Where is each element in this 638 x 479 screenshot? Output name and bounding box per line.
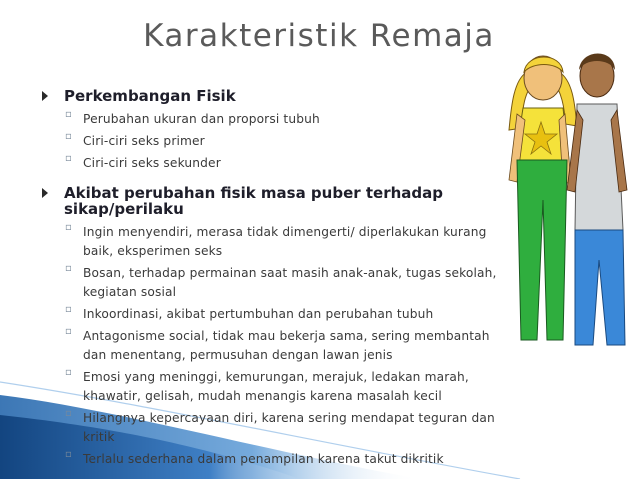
list-item: ▫ Hilangnya kepercayaan diri, karena sering mendapat teguran dan kritik	[65, 408, 495, 444]
hollow-square-bullet-icon: ▫	[65, 326, 72, 337]
list-item: ▫ Emosi yang meninggi, kemurungan, merajuk, ledakan marah, khawatir, gelisah, mudah menangis karena masalah kecil	[65, 367, 469, 403]
hollow-square-bullet-icon: ▫	[65, 449, 72, 460]
slide-content	[40, 88, 510, 470]
hollow-square-bullet-icon: ▫	[65, 367, 72, 378]
list-item: ▫ Bosan, terhadap permainan saat masih anak-anak, tugas sekolah, kegiatan sosial	[65, 263, 497, 299]
teenagers-illustration	[505, 40, 633, 350]
hollow-square-bullet-icon: ▫	[65, 109, 72, 120]
slide-title: Karakteristik Remaja	[143, 18, 495, 54]
list-item: ▫ Ingin menyendiri, merasa tidak dimengerti/ diperlakukan kurang baik, eksperimen seks	[65, 222, 487, 258]
list-item: ▫ Ciri-ciri seks sekunder	[65, 153, 221, 170]
hollow-square-bullet-icon: ▫	[65, 304, 72, 315]
list-item: ▫ Terlalu sederhana dalam penampilan karena takut dikritik	[65, 449, 444, 466]
section-heading	[40, 88, 510, 104]
section-heading-text: Perkembangan Fisik	[64, 87, 236, 105]
hollow-square-bullet-icon: ▫	[65, 222, 72, 233]
section-heading	[40, 185, 510, 217]
list-item: ▫ Perubahan ukuran dan proporsi tubuh	[65, 109, 320, 126]
bullet-list	[40, 221, 510, 467]
bullet-list	[40, 108, 510, 171]
hollow-square-bullet-icon: ▫	[65, 153, 72, 164]
hollow-square-bullet-icon: ▫	[65, 263, 72, 274]
hollow-square-bullet-icon: ▫	[65, 408, 72, 419]
triangle-bullet-icon	[42, 188, 48, 198]
list-item: ▫ Antagonisme social, tidak mau bekerja sama, sering membantah dan menentang, permusuhan dengan lawan jenis	[65, 326, 490, 362]
triangle-bullet-icon	[42, 91, 48, 101]
section-heading-text: Akibat perubahan fisik masa puber terhadap sikap/perilaku	[64, 184, 444, 218]
list-item: ▫ Inkoordinasi, akibat pertumbuhan dan perubahan tubuh	[65, 304, 434, 321]
list-item: ▫ Ciri-ciri seks primer	[65, 131, 205, 148]
hollow-square-bullet-icon: ▫	[65, 131, 72, 142]
